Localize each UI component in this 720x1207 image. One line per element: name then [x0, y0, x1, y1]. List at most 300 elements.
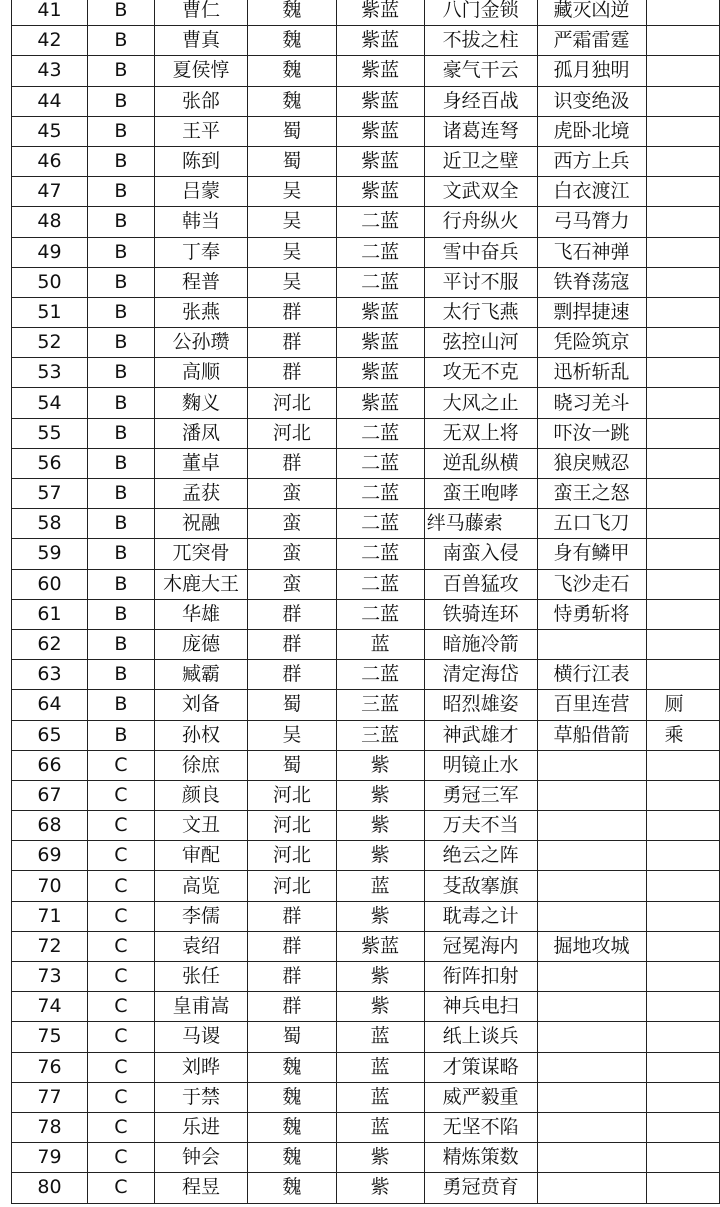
cell-hero-name[interactable]: 韩当: [154, 207, 247, 237]
cell-hero-name[interactable]: 曹仁: [154, 0, 247, 26]
cell-hero-name[interactable]: 庞德: [154, 629, 247, 659]
cell-hero-name[interactable]: 董卓: [154, 448, 247, 478]
cell-quality[interactable]: 二蓝: [336, 448, 424, 478]
cell-extra[interactable]: [646, 1112, 720, 1142]
cell-grade[interactable]: B: [88, 539, 155, 569]
cell-row-number[interactable]: 77: [12, 1082, 88, 1112]
cell-hero-name[interactable]: 皇甫嵩: [154, 992, 247, 1022]
cell-row-number[interactable]: 51: [12, 297, 88, 327]
cell-skill-two[interactable]: 飞沙走石: [537, 569, 646, 599]
cell-row-number[interactable]: 61: [12, 599, 88, 629]
cell-extra[interactable]: [646, 539, 720, 569]
cell-extra[interactable]: [646, 901, 720, 931]
cell-quality[interactable]: 蓝: [336, 1022, 424, 1052]
cell-skill-one[interactable]: 精炼策数: [424, 1143, 537, 1173]
cell-extra[interactable]: [646, 0, 720, 26]
cell-grade[interactable]: C: [88, 871, 155, 901]
cell-extra[interactable]: [646, 931, 720, 961]
cell-row-number[interactable]: 68: [12, 811, 88, 841]
cell-skill-one[interactable]: 身经百战: [424, 86, 537, 116]
cell-skill-one[interactable]: 衔阵扣射: [424, 962, 537, 992]
cell-skill-one[interactable]: 威严毅重: [424, 1082, 537, 1112]
cell-row-number[interactable]: 74: [12, 992, 88, 1022]
cell-faction[interactable]: 群: [248, 358, 336, 388]
cell-grade[interactable]: B: [88, 629, 155, 659]
cell-skill-one[interactable]: 太行飞燕: [424, 297, 537, 327]
cell-grade[interactable]: C: [88, 1052, 155, 1082]
cell-skill-one[interactable]: 铁骑连环: [424, 599, 537, 629]
cell-faction[interactable]: 群: [248, 629, 336, 659]
cell-skill-one[interactable]: 冠冕海内: [424, 931, 537, 961]
cell-grade[interactable]: C: [88, 1143, 155, 1173]
cell-faction[interactable]: 魏: [248, 1173, 336, 1203]
cell-quality[interactable]: 三蓝: [336, 720, 424, 750]
cell-grade[interactable]: B: [88, 56, 155, 86]
cell-hero-name[interactable]: 公孙瓒: [154, 328, 247, 358]
cell-skill-two[interactable]: 身有鳞甲: [537, 539, 646, 569]
cell-quality[interactable]: 紫蓝: [336, 328, 424, 358]
cell-quality[interactable]: 二蓝: [336, 599, 424, 629]
cell-skill-two[interactable]: 迅析斩乱: [537, 358, 646, 388]
cell-quality[interactable]: 紫蓝: [336, 26, 424, 56]
cell-hero-name[interactable]: 刘晔: [154, 1052, 247, 1082]
cell-quality[interactable]: 紫: [336, 1143, 424, 1173]
cell-faction[interactable]: 吴: [248, 720, 336, 750]
cell-skill-one[interactable]: 神兵电扫: [424, 992, 537, 1022]
cell-quality[interactable]: 紫蓝: [336, 297, 424, 327]
cell-faction[interactable]: 蛮: [248, 539, 336, 569]
cell-skill-one[interactable]: 文武双全: [424, 177, 537, 207]
cell-row-number[interactable]: 67: [12, 780, 88, 810]
cell-extra[interactable]: [646, 237, 720, 267]
cell-quality[interactable]: 紫: [336, 901, 424, 931]
cell-quality[interactable]: 二蓝: [336, 207, 424, 237]
cell-skill-one[interactable]: 绊马藤索: [424, 509, 537, 539]
cell-grade[interactable]: B: [88, 26, 155, 56]
cell-quality[interactable]: 二蓝: [336, 418, 424, 448]
cell-skill-one[interactable]: 勇冠贲育: [424, 1173, 537, 1203]
cell-hero-name[interactable]: 陈到: [154, 146, 247, 176]
cell-row-number[interactable]: 58: [12, 509, 88, 539]
cell-row-number[interactable]: 48: [12, 207, 88, 237]
cell-skill-two[interactable]: 白衣渡江: [537, 177, 646, 207]
cell-quality[interactable]: 紫: [336, 750, 424, 780]
cell-row-number[interactable]: 43: [12, 56, 88, 86]
cell-extra[interactable]: [646, 569, 720, 599]
cell-faction[interactable]: 魏: [248, 1052, 336, 1082]
cell-quality[interactable]: 蓝: [336, 871, 424, 901]
cell-grade[interactable]: B: [88, 297, 155, 327]
cell-skill-two[interactable]: 蛮王之怒: [537, 479, 646, 509]
cell-hero-name[interactable]: 程普: [154, 267, 247, 297]
cell-grade[interactable]: C: [88, 750, 155, 780]
cell-faction[interactable]: 蜀: [248, 750, 336, 780]
cell-skill-one[interactable]: 平讨不服: [424, 267, 537, 297]
cell-row-number[interactable]: 60: [12, 569, 88, 599]
cell-row-number[interactable]: 52: [12, 328, 88, 358]
cell-skill-two[interactable]: 五口飞刀: [537, 509, 646, 539]
cell-skill-one[interactable]: 逆乱纵横: [424, 448, 537, 478]
cell-faction[interactable]: 魏: [248, 1082, 336, 1112]
cell-hero-name[interactable]: 张燕: [154, 297, 247, 327]
cell-skill-two[interactable]: [537, 1173, 646, 1203]
cell-hero-name[interactable]: 张任: [154, 962, 247, 992]
cell-faction[interactable]: 河北: [248, 418, 336, 448]
cell-row-number[interactable]: 71: [12, 901, 88, 931]
cell-skill-two[interactable]: [537, 629, 646, 659]
cell-hero-name[interactable]: 木鹿大王: [154, 569, 247, 599]
cell-grade[interactable]: B: [88, 0, 155, 26]
cell-quality[interactable]: 紫: [336, 992, 424, 1022]
cell-extra[interactable]: [646, 418, 720, 448]
cell-skill-two[interactable]: 藏灭凶逆: [537, 0, 646, 26]
cell-skill-two[interactable]: [537, 962, 646, 992]
cell-faction[interactable]: 河北: [248, 388, 336, 418]
cell-extra[interactable]: [646, 1173, 720, 1203]
cell-row-number[interactable]: 75: [12, 1022, 88, 1052]
cell-row-number[interactable]: 50: [12, 267, 88, 297]
cell-skill-two[interactable]: [537, 841, 646, 871]
cell-skill-two[interactable]: 孤月独明: [537, 56, 646, 86]
cell-hero-name[interactable]: 文丑: [154, 811, 247, 841]
cell-faction[interactable]: 魏: [248, 0, 336, 26]
cell-skill-one[interactable]: 豪气干云: [424, 56, 537, 86]
cell-grade[interactable]: B: [88, 116, 155, 146]
cell-skill-one[interactable]: 神武雄才: [424, 720, 537, 750]
cell-extra[interactable]: [646, 1082, 720, 1112]
cell-skill-two[interactable]: 剽捍捷速: [537, 297, 646, 327]
cell-row-number[interactable]: 53: [12, 358, 88, 388]
cell-hero-name[interactable]: 乐进: [154, 1112, 247, 1142]
cell-skill-one[interactable]: 近卫之壁: [424, 146, 537, 176]
cell-hero-name[interactable]: 吕蒙: [154, 177, 247, 207]
cell-skill-two[interactable]: 凭险筑京: [537, 328, 646, 358]
cell-skill-one[interactable]: 无双上将: [424, 418, 537, 448]
cell-grade[interactable]: C: [88, 1022, 155, 1052]
cell-hero-name[interactable]: 刘备: [154, 690, 247, 720]
cell-grade[interactable]: C: [88, 1112, 155, 1142]
cell-grade[interactable]: C: [88, 1173, 155, 1203]
cell-skill-two[interactable]: 横行江表: [537, 660, 646, 690]
cell-skill-one[interactable]: 芟敌搴旗: [424, 871, 537, 901]
cell-grade[interactable]: C: [88, 780, 155, 810]
cell-row-number[interactable]: 73: [12, 962, 88, 992]
cell-faction[interactable]: 群: [248, 448, 336, 478]
cell-skill-two[interactable]: 西方上兵: [537, 146, 646, 176]
cell-faction[interactable]: 蜀: [248, 690, 336, 720]
cell-quality[interactable]: 蓝: [336, 1052, 424, 1082]
cell-hero-name[interactable]: 臧霸: [154, 660, 247, 690]
cell-faction[interactable]: 吴: [248, 237, 336, 267]
cell-extra[interactable]: [646, 146, 720, 176]
cell-row-number[interactable]: 70: [12, 871, 88, 901]
cell-grade[interactable]: B: [88, 418, 155, 448]
cell-hero-name[interactable]: 徐庶: [154, 750, 247, 780]
cell-grade[interactable]: B: [88, 690, 155, 720]
cell-row-number[interactable]: 46: [12, 146, 88, 176]
cell-row-number[interactable]: 80: [12, 1173, 88, 1203]
cell-extra[interactable]: [646, 56, 720, 86]
cell-skill-one[interactable]: 诸葛连弩: [424, 116, 537, 146]
cell-extra[interactable]: [646, 116, 720, 146]
cell-extra[interactable]: [646, 871, 720, 901]
cell-hero-name[interactable]: 曹真: [154, 26, 247, 56]
cell-skill-two[interactable]: [537, 1112, 646, 1142]
cell-extra[interactable]: [646, 26, 720, 56]
cell-skill-two[interactable]: 恃勇斩将: [537, 599, 646, 629]
cell-row-number[interactable]: 56: [12, 448, 88, 478]
cell-skill-one[interactable]: 耽毒之计: [424, 901, 537, 931]
cell-hero-name[interactable]: 张郃: [154, 86, 247, 116]
cell-grade[interactable]: B: [88, 177, 155, 207]
cell-extra[interactable]: [646, 358, 720, 388]
cell-faction[interactable]: 吴: [248, 177, 336, 207]
cell-hero-name[interactable]: 华雄: [154, 599, 247, 629]
cell-grade[interactable]: B: [88, 388, 155, 418]
cell-faction[interactable]: 魏: [248, 1112, 336, 1142]
cell-quality[interactable]: 二蓝: [336, 569, 424, 599]
cell-quality[interactable]: 二蓝: [336, 237, 424, 267]
cell-faction[interactable]: 群: [248, 599, 336, 629]
cell-skill-two[interactable]: 铁脊荡寇: [537, 267, 646, 297]
cell-quality[interactable]: 紫蓝: [336, 358, 424, 388]
cell-grade[interactable]: B: [88, 720, 155, 750]
cell-grade[interactable]: C: [88, 811, 155, 841]
cell-faction[interactable]: 吴: [248, 207, 336, 237]
cell-extra[interactable]: [646, 448, 720, 478]
cell-faction[interactable]: 蜀: [248, 116, 336, 146]
cell-hero-name[interactable]: 祝融: [154, 509, 247, 539]
cell-faction[interactable]: 魏: [248, 26, 336, 56]
cell-grade[interactable]: B: [88, 569, 155, 599]
cell-grade[interactable]: B: [88, 267, 155, 297]
cell-grade[interactable]: C: [88, 962, 155, 992]
cell-quality[interactable]: 紫: [336, 1173, 424, 1203]
cell-skill-two[interactable]: [537, 871, 646, 901]
cell-row-number[interactable]: 41: [12, 0, 88, 26]
cell-row-number[interactable]: 66: [12, 750, 88, 780]
cell-skill-two[interactable]: [537, 780, 646, 810]
cell-skill-one[interactable]: 绝云之阵: [424, 841, 537, 871]
cell-grade[interactable]: B: [88, 358, 155, 388]
cell-hero-name[interactable]: 孙权: [154, 720, 247, 750]
cell-faction[interactable]: 群: [248, 901, 336, 931]
cell-quality[interactable]: 紫: [336, 780, 424, 810]
cell-row-number[interactable]: 45: [12, 116, 88, 146]
cell-skill-one[interactable]: 蛮王咆哮: [424, 479, 537, 509]
cell-faction[interactable]: 蜀: [248, 146, 336, 176]
cell-row-number[interactable]: 55: [12, 418, 88, 448]
cell-skill-two[interactable]: 严霜雷霆: [537, 26, 646, 56]
cell-row-number[interactable]: 49: [12, 237, 88, 267]
cell-extra[interactable]: [646, 297, 720, 327]
cell-extra[interactable]: [646, 388, 720, 418]
cell-hero-name[interactable]: 兀突骨: [154, 539, 247, 569]
cell-skill-one[interactable]: 南蛮入侵: [424, 539, 537, 569]
cell-skill-one[interactable]: 不拔之柱: [424, 26, 537, 56]
cell-hero-name[interactable]: 审配: [154, 841, 247, 871]
cell-extra[interactable]: [646, 660, 720, 690]
cell-quality[interactable]: 二蓝: [336, 509, 424, 539]
cell-quality[interactable]: 蓝: [336, 629, 424, 659]
cell-quality[interactable]: 紫: [336, 841, 424, 871]
cell-hero-name[interactable]: 于禁: [154, 1082, 247, 1112]
cell-hero-name[interactable]: 李儒: [154, 901, 247, 931]
cell-skill-two[interactable]: 草船借箭: [537, 720, 646, 750]
cell-faction[interactable]: 群: [248, 931, 336, 961]
cell-quality[interactable]: 三蓝: [336, 690, 424, 720]
cell-row-number[interactable]: 65: [12, 720, 88, 750]
cell-skill-two[interactable]: 百里连营: [537, 690, 646, 720]
cell-grade[interactable]: B: [88, 146, 155, 176]
cell-quality[interactable]: 二蓝: [336, 539, 424, 569]
cell-quality[interactable]: 紫蓝: [336, 146, 424, 176]
cell-grade[interactable]: C: [88, 931, 155, 961]
cell-faction[interactable]: 群: [248, 992, 336, 1022]
cell-extra[interactable]: [646, 841, 720, 871]
cell-grade[interactable]: C: [88, 901, 155, 931]
cell-skill-one[interactable]: 弦控山河: [424, 328, 537, 358]
cell-skill-two[interactable]: [537, 1052, 646, 1082]
cell-skill-two[interactable]: [537, 901, 646, 931]
cell-quality[interactable]: 紫蓝: [336, 931, 424, 961]
cell-skill-two[interactable]: [537, 811, 646, 841]
cell-quality[interactable]: 蓝: [336, 1112, 424, 1142]
cell-faction[interactable]: 魏: [248, 1143, 336, 1173]
cell-hero-name[interactable]: 马谡: [154, 1022, 247, 1052]
cell-skill-two[interactable]: 吓汝一跳: [537, 418, 646, 448]
cell-quality[interactable]: 紫蓝: [336, 116, 424, 146]
cell-quality[interactable]: 紫蓝: [336, 56, 424, 86]
cell-skill-one[interactable]: 勇冠三军: [424, 780, 537, 810]
cell-extra[interactable]: [646, 962, 720, 992]
cell-quality[interactable]: 蓝: [336, 1082, 424, 1112]
cell-skill-two[interactable]: 掘地攻城: [537, 931, 646, 961]
cell-skill-two[interactable]: [537, 992, 646, 1022]
cell-grade[interactable]: B: [88, 479, 155, 509]
cell-hero-name[interactable]: 潘凤: [154, 418, 247, 448]
cell-grade[interactable]: B: [88, 86, 155, 116]
cell-skill-one[interactable]: 暗施冷箭: [424, 629, 537, 659]
cell-row-number[interactable]: 76: [12, 1052, 88, 1082]
cell-faction[interactable]: 河北: [248, 780, 336, 810]
cell-grade[interactable]: B: [88, 237, 155, 267]
cell-quality[interactable]: 紫蓝: [336, 0, 424, 26]
cell-faction[interactable]: 魏: [248, 86, 336, 116]
cell-skill-one[interactable]: 纸上谈兵: [424, 1022, 537, 1052]
cell-skill-two[interactable]: 狼戾贼忍: [537, 448, 646, 478]
cell-skill-two[interactable]: 弓马膂力: [537, 207, 646, 237]
cell-skill-two[interactable]: 飞石神弹: [537, 237, 646, 267]
cell-skill-one[interactable]: 才策谋略: [424, 1052, 537, 1082]
cell-skill-two[interactable]: 识变绝汲: [537, 86, 646, 116]
cell-faction[interactable]: 魏: [248, 56, 336, 86]
cell-row-number[interactable]: 59: [12, 539, 88, 569]
cell-row-number[interactable]: 42: [12, 26, 88, 56]
cell-faction[interactable]: 蛮: [248, 569, 336, 599]
cell-row-number[interactable]: 44: [12, 86, 88, 116]
cell-quality[interactable]: 二蓝: [336, 479, 424, 509]
cell-row-number[interactable]: 79: [12, 1143, 88, 1173]
cell-faction[interactable]: 蜀: [248, 1022, 336, 1052]
cell-hero-name[interactable]: 孟获: [154, 479, 247, 509]
cell-quality[interactable]: 紫: [336, 811, 424, 841]
cell-quality[interactable]: 紫蓝: [336, 177, 424, 207]
cell-grade[interactable]: B: [88, 207, 155, 237]
cell-extra[interactable]: 厕: [646, 690, 720, 720]
cell-quality[interactable]: 紫蓝: [336, 388, 424, 418]
cell-row-number[interactable]: 72: [12, 931, 88, 961]
cell-skill-one[interactable]: 行舟纵火: [424, 207, 537, 237]
cell-faction[interactable]: 蛮: [248, 479, 336, 509]
cell-extra[interactable]: [646, 509, 720, 539]
cell-faction[interactable]: 群: [248, 297, 336, 327]
cell-faction[interactable]: 群: [248, 962, 336, 992]
cell-faction[interactable]: 河北: [248, 871, 336, 901]
cell-hero-name[interactable]: 王平: [154, 116, 247, 146]
cell-skill-one[interactable]: 无坚不陷: [424, 1112, 537, 1142]
cell-faction[interactable]: 群: [248, 660, 336, 690]
cell-hero-name[interactable]: 夏侯惇: [154, 56, 247, 86]
cell-skill-one[interactable]: 清定海岱: [424, 660, 537, 690]
cell-extra[interactable]: [646, 629, 720, 659]
cell-extra[interactable]: [646, 992, 720, 1022]
cell-extra[interactable]: [646, 780, 720, 810]
cell-extra[interactable]: [646, 811, 720, 841]
cell-row-number[interactable]: 62: [12, 629, 88, 659]
cell-extra[interactable]: [646, 1143, 720, 1173]
cell-skill-one[interactable]: 八门金锁: [424, 0, 537, 26]
cell-extra[interactable]: [646, 328, 720, 358]
cell-quality[interactable]: 二蓝: [336, 267, 424, 297]
cell-quality[interactable]: 紫: [336, 962, 424, 992]
cell-extra[interactable]: [646, 1052, 720, 1082]
cell-skill-two[interactable]: [537, 1082, 646, 1112]
cell-extra[interactable]: [646, 1022, 720, 1052]
cell-grade[interactable]: B: [88, 448, 155, 478]
cell-skill-one[interactable]: 大风之止: [424, 388, 537, 418]
cell-faction[interactable]: 吴: [248, 267, 336, 297]
cell-skill-one[interactable]: 昭烈雄姿: [424, 690, 537, 720]
cell-hero-name[interactable]: 高览: [154, 871, 247, 901]
cell-grade[interactable]: B: [88, 328, 155, 358]
cell-row-number[interactable]: 63: [12, 660, 88, 690]
cell-row-number[interactable]: 69: [12, 841, 88, 871]
cell-skill-one[interactable]: 明镜止水: [424, 750, 537, 780]
cell-extra[interactable]: [646, 86, 720, 116]
cell-extra[interactable]: [646, 750, 720, 780]
cell-skill-two[interactable]: 晓习羌斗: [537, 388, 646, 418]
cell-hero-name[interactable]: 丁奉: [154, 237, 247, 267]
cell-skill-two[interactable]: [537, 750, 646, 780]
cell-grade[interactable]: B: [88, 509, 155, 539]
cell-faction[interactable]: 群: [248, 328, 336, 358]
cell-extra[interactable]: [646, 177, 720, 207]
cell-grade[interactable]: C: [88, 992, 155, 1022]
cell-faction[interactable]: 河北: [248, 841, 336, 871]
cell-skill-one[interactable]: 百兽猛攻: [424, 569, 537, 599]
cell-hero-name[interactable]: 麴义: [154, 388, 247, 418]
cell-grade[interactable]: C: [88, 841, 155, 871]
cell-extra[interactable]: [646, 599, 720, 629]
cell-hero-name[interactable]: 高顺: [154, 358, 247, 388]
cell-extra[interactable]: [646, 207, 720, 237]
cell-skill-two[interactable]: [537, 1143, 646, 1173]
cell-hero-name[interactable]: 袁绍: [154, 931, 247, 961]
cell-faction[interactable]: 蛮: [248, 509, 336, 539]
cell-skill-two[interactable]: [537, 1022, 646, 1052]
cell-skill-two[interactable]: 虎卧北境: [537, 116, 646, 146]
